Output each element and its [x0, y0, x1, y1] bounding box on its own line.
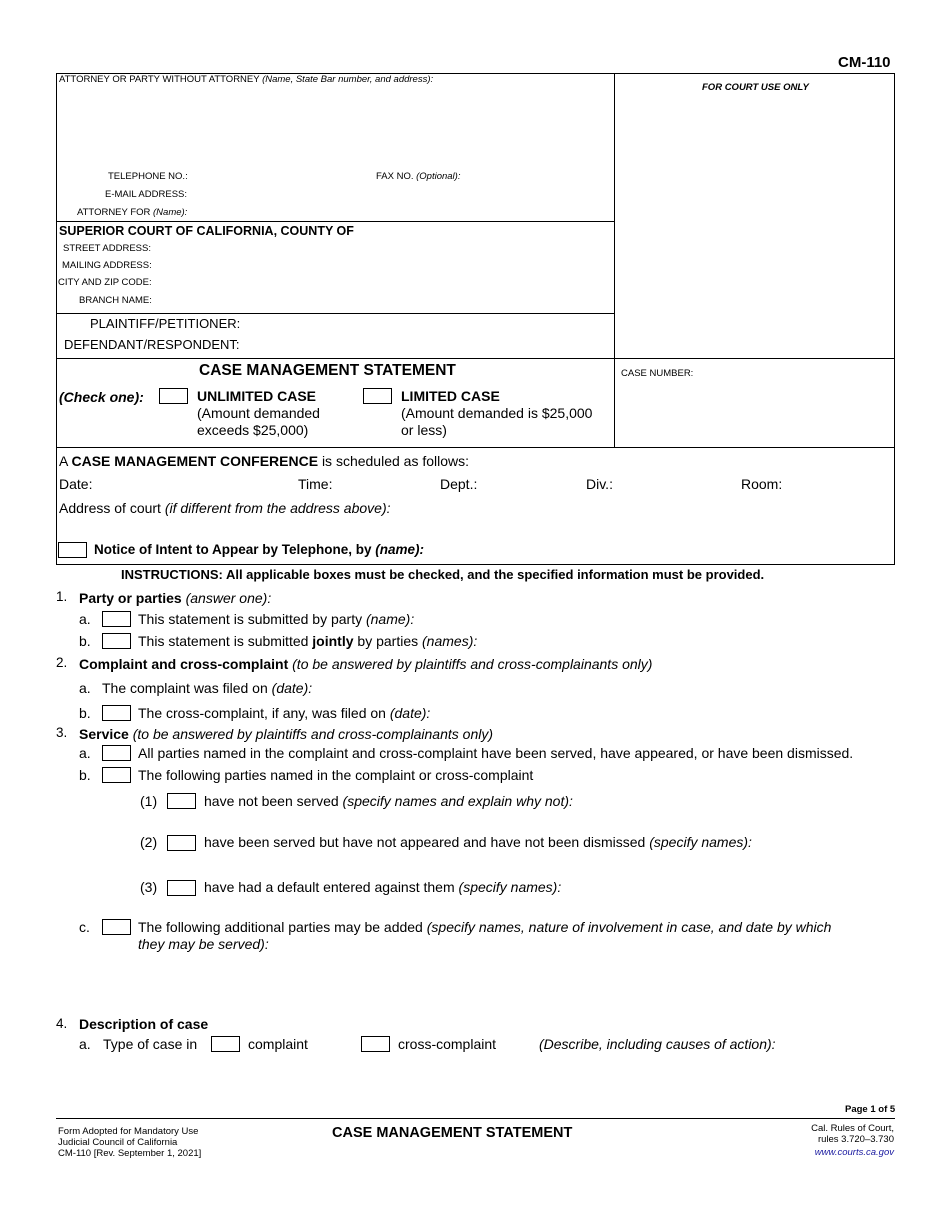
telephone-label: TELEPHONE NO.: — [108, 171, 188, 182]
footer-revision: CM-110 [Rev. September 1, 2021] — [58, 1148, 202, 1159]
court-use-label: FOR COURT USE ONLY — [702, 82, 809, 93]
section-3b3-text: have had a default entered against them (specify names): — [204, 879, 562, 895]
section-3b1-number: (1) — [140, 793, 158, 809]
section-2-number: 2. — [56, 655, 68, 670]
unlimited-case-note-1: (Amount demanded — [197, 405, 320, 421]
conference-date-label: Date: — [59, 476, 93, 492]
section-3b3-number: (3) — [140, 879, 158, 895]
unlimited-case-title: UNLIMITED CASE — [197, 388, 316, 404]
section-1-number: 1. — [56, 589, 68, 604]
section-3b-text: The following parties named in the complaint or cross-complaint — [138, 767, 534, 783]
fax-label: FAX NO. (Optional): — [376, 171, 461, 182]
section-3c-label: c. — [79, 919, 90, 935]
section-4-title: Description of case — [79, 1016, 209, 1032]
check-one-label: (Check one): — [59, 389, 144, 405]
section-3-number: 3. — [56, 725, 68, 740]
section-2b-checkbox[interactable] — [102, 705, 131, 721]
cross-complaint-checkbox[interactable] — [361, 1036, 390, 1052]
street-address-label: STREET ADDRESS: — [63, 243, 151, 254]
section-3c-text-2: they may be served): — [138, 936, 269, 952]
email-label: E-MAIL ADDRESS: — [105, 189, 188, 200]
section-4-number: 4. — [56, 1016, 68, 1031]
section-1a-text: This statement is submitted by party (name): — [138, 611, 415, 627]
plaintiff-label: PLAINTIFF/PETITIONER: — [90, 316, 241, 331]
complaint-checkbox[interactable] — [211, 1036, 240, 1052]
section-3b-checkbox[interactable] — [102, 767, 131, 783]
section-3b-label: b. — [79, 767, 91, 783]
attorney-label: ATTORNEY OR PARTY WITHOUT ATTORNEY (Name, State Bar number, and address): — [59, 74, 434, 85]
conference-intro: A CASE MANAGEMENT CONFERENCE is scheduled as follows: — [59, 453, 470, 469]
section-3b1-checkbox[interactable] — [167, 793, 196, 809]
attorney-for-label: ATTORNEY FOR (Name): — [77, 207, 188, 218]
courts-website-link[interactable]: www.courts.ca.gov — [814, 1147, 894, 1158]
cross-complaint-label: cross-complaint — [398, 1036, 497, 1052]
unlimited-case-note-2: exceeds $25,000) — [197, 422, 309, 438]
section-1a-checkbox[interactable] — [102, 611, 131, 627]
complaint-label: complaint — [248, 1036, 308, 1052]
section-1b-label: b. — [79, 633, 91, 649]
section-2-title: Complaint and cross-complaint (to be answered by plaintiffs and cross-complainants only) — [79, 656, 653, 672]
defendant-label: DEFENDANT/RESPONDENT: — [64, 337, 240, 352]
mailing-address-label: MAILING ADDRESS: — [62, 260, 152, 271]
form-id: CM-110 — [838, 54, 891, 71]
section-3c-text: The following additional parties may be added (specify names, nature of involvement in case, and date by which — [138, 919, 832, 935]
conference-time-label: Time: — [298, 476, 333, 492]
describe-case-label: (Describe, including causes of action): — [539, 1036, 776, 1052]
telephone-appearance-label: Notice of Intent to Appear by Telephone, by (name): — [94, 542, 425, 557]
section-3-title: Service (to be answered by plaintiffs and cross-complainants only) — [79, 726, 494, 742]
superior-court-label: SUPERIOR COURT OF CALIFORNIA, COUNTY OF — [59, 224, 354, 238]
limited-case-note-2: or less) — [401, 422, 447, 438]
footer-council: Judicial Council of California — [58, 1137, 178, 1148]
section-2a-label: a. — [79, 680, 91, 696]
limited-case-title: LIMITED CASE — [401, 388, 500, 404]
unlimited-case-checkbox[interactable] — [159, 388, 188, 404]
page-number: Page 1 of 5 — [845, 1104, 896, 1115]
section-3a-text: All parties named in the complaint and cross-complaint have been served, have appeared, or have been dismissed. — [138, 745, 854, 761]
conference-div-label: Div.: — [586, 476, 613, 492]
section-4a-label: a. — [79, 1036, 91, 1052]
section-1b-text: This statement is submitted jointly by parties (names): — [138, 633, 478, 649]
section-2b-label: b. — [79, 705, 91, 721]
section-4a-text: Type of case in — [103, 1036, 198, 1052]
conference-dept-label: Dept.: — [440, 476, 478, 492]
case-number-label: CASE NUMBER: — [621, 368, 694, 379]
section-3b2-checkbox[interactable] — [167, 835, 196, 851]
limited-case-checkbox[interactable] — [363, 388, 392, 404]
section-2b-text: The cross-complaint, if any, was filed on (date): — [138, 705, 431, 721]
section-3a-label: a. — [79, 745, 91, 761]
branch-name-label: BRANCH NAME: — [79, 295, 152, 306]
form-title: CASE MANAGEMENT STATEMENT — [199, 362, 456, 379]
section-1b-checkbox[interactable] — [102, 633, 131, 649]
footer-rules-1: Cal. Rules of Court, — [811, 1123, 894, 1134]
section-2a-text: The complaint was filed on (date): — [102, 680, 313, 696]
section-3b3-checkbox[interactable] — [167, 880, 196, 896]
section-3c-checkbox[interactable] — [102, 919, 131, 935]
footer-adopted: Form Adopted for Mandatory Use — [58, 1126, 199, 1137]
instructions: INSTRUCTIONS: All applicable boxes must be checked, and the specified information must be provided. — [121, 567, 765, 582]
section-3b1-text: have not been served (specify names and explain why not): — [204, 793, 573, 809]
footer-rules-2: rules 3.720–3.730 — [817, 1134, 894, 1145]
telephone-appearance-checkbox[interactable] — [58, 542, 87, 558]
section-1a-label: a. — [79, 611, 91, 627]
section-3a-checkbox[interactable] — [102, 745, 131, 761]
court-address-label: Address of court (if different from the address above): — [59, 500, 391, 516]
section-3b2-text: have been served but have not appeared and have not been dismissed (specify names): — [204, 834, 752, 850]
limited-case-note-1: (Amount demanded is $25,000 — [401, 405, 593, 421]
section-3b2-number: (2) — [140, 834, 158, 850]
city-zip-label: CITY AND ZIP CODE: — [58, 277, 152, 288]
section-1-title: Party or parties (answer one): — [79, 590, 272, 606]
footer-title: CASE MANAGEMENT STATEMENT — [332, 1125, 573, 1141]
conference-room-label: Room: — [741, 476, 783, 492]
